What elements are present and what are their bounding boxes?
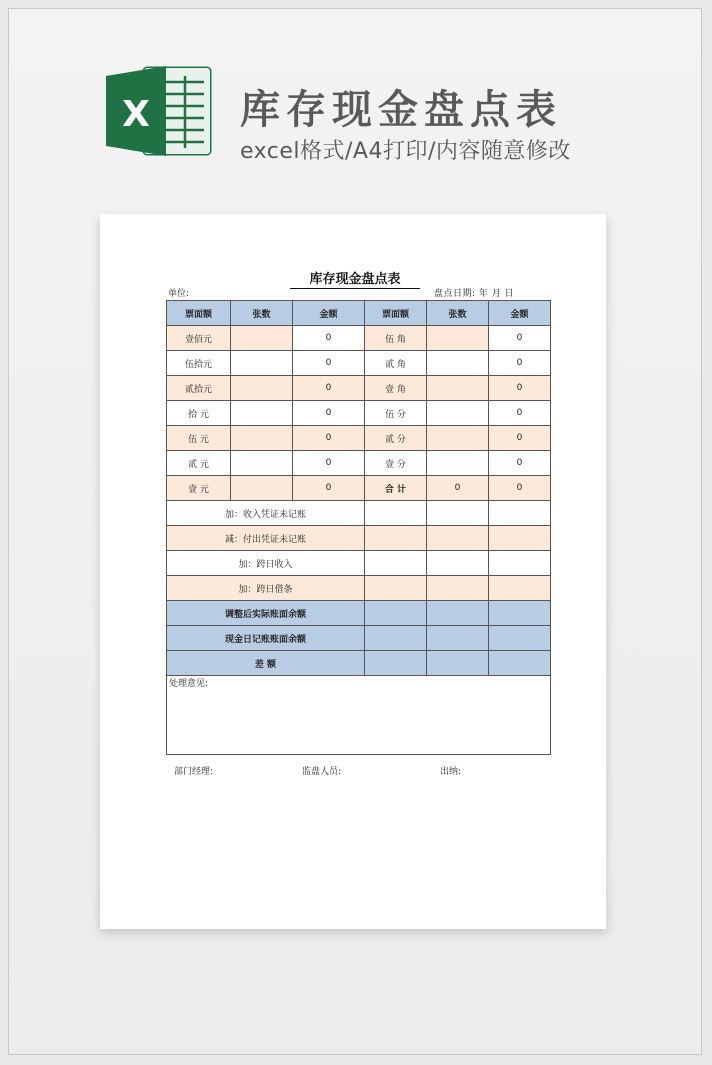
count-cell <box>231 376 293 401</box>
empty-cell <box>489 501 551 526</box>
svg-text:X: X <box>122 94 150 135</box>
table-row <box>167 426 551 451</box>
empty-cell <box>427 651 489 676</box>
total-label-cell: 合 计 <box>365 476 427 501</box>
column-header: 票面额 <box>365 301 427 326</box>
summary-label: 差 额 <box>167 651 365 676</box>
amount-cell: 0 <box>489 351 551 376</box>
denomination-cell: 伍 元 <box>167 426 231 451</box>
empty-cell <box>489 551 551 576</box>
count-cell <box>427 451 489 476</box>
empty-cell <box>365 651 427 676</box>
empty-cell <box>489 526 551 551</box>
empty-cell <box>427 526 489 551</box>
amount-cell: 0 <box>489 376 551 401</box>
amount-cell: 0 <box>293 401 365 426</box>
count-cell <box>231 476 293 501</box>
supervisor-signature-label: 监盘人员: <box>302 767 342 777</box>
empty-cell <box>489 576 551 601</box>
denomination-cell: 贰 元 <box>167 451 231 476</box>
column-header: 张数 <box>231 301 293 326</box>
denomination-cell: 伍 分 <box>365 401 427 426</box>
date-label: 盘点日期: 年 月 日 <box>434 289 515 299</box>
column-header: 金额 <box>293 301 365 326</box>
count-cell <box>231 451 293 476</box>
page-subtitle: excel格式/A4打印/内容随意修改 <box>240 139 571 164</box>
sheet-title: 库存现金盘点表 <box>290 268 420 289</box>
empty-cell <box>365 551 427 576</box>
denomination-cell: 壹 分 <box>365 451 427 476</box>
empty-cell <box>365 501 427 526</box>
amount-cell: 0 <box>293 376 365 401</box>
count-cell <box>231 401 293 426</box>
denomination-cell: 贰拾元 <box>167 376 231 401</box>
count-cell <box>427 401 489 426</box>
empty-cell <box>427 501 489 526</box>
count-cell <box>427 326 489 351</box>
spreadsheet-preview <box>100 214 606 929</box>
empty-cell <box>427 576 489 601</box>
column-header: 张数 <box>427 301 489 326</box>
table-row <box>167 401 551 426</box>
amount-cell: 0 <box>293 351 365 376</box>
cash-count-table <box>166 300 551 755</box>
count-cell <box>427 376 489 401</box>
adjust-label: 加：跨日借条 <box>167 576 365 601</box>
adjust-label: 减：付出凭证未记账 <box>167 526 365 551</box>
count-cell <box>231 351 293 376</box>
adjust-row <box>167 526 551 551</box>
empty-cell <box>427 626 489 651</box>
empty-cell <box>365 626 427 651</box>
unit-label: 单位: <box>168 289 190 299</box>
empty-cell <box>365 526 427 551</box>
amount-cell: 0 <box>489 451 551 476</box>
empty-cell <box>427 551 489 576</box>
excel-icon <box>104 62 212 160</box>
empty-cell <box>365 601 427 626</box>
empty-cell <box>365 576 427 601</box>
table-header-row <box>167 301 551 326</box>
amount-cell: 0 <box>489 426 551 451</box>
manager-signature-label: 部门经理: <box>174 767 214 777</box>
column-header: 票面额 <box>167 301 231 326</box>
table-row <box>167 351 551 376</box>
denomination-cell: 壹 元 <box>167 476 231 501</box>
amount-cell: 0 <box>293 426 365 451</box>
adjust-row <box>167 551 551 576</box>
count-cell <box>427 426 489 451</box>
column-header: 金额 <box>489 301 551 326</box>
total-count-cell: 0 <box>427 476 489 501</box>
adjust-label: 加：收入凭证未记账 <box>167 501 365 526</box>
summary-label: 调整后实际账面余额 <box>167 601 365 626</box>
total-amount-cell: 0 <box>489 476 551 501</box>
page-title: 库存现金盘点表 <box>240 87 562 133</box>
summary-row <box>167 601 551 626</box>
amount-cell: 0 <box>293 326 365 351</box>
summary-row <box>167 651 551 676</box>
denomination-cell: 壹佰元 <box>167 326 231 351</box>
count-cell <box>231 326 293 351</box>
count-cell <box>231 426 293 451</box>
adjust-label: 加：跨日收入 <box>167 551 365 576</box>
table-row <box>167 376 551 401</box>
table-row <box>167 476 551 501</box>
adjust-row <box>167 501 551 526</box>
denomination-cell: 拾 元 <box>167 401 231 426</box>
amount-cell: 0 <box>489 326 551 351</box>
summary-row <box>167 626 551 651</box>
amount-cell: 0 <box>489 401 551 426</box>
empty-cell <box>489 626 551 651</box>
denomination-cell: 贰 角 <box>365 351 427 376</box>
denomination-cell: 伍 角 <box>365 326 427 351</box>
remarks-label: 处理意见: <box>167 676 551 755</box>
denomination-cell: 伍拾元 <box>167 351 231 376</box>
amount-cell: 0 <box>293 451 365 476</box>
summary-label: 现金日记账账面余额 <box>167 626 365 651</box>
cashier-signature-label: 出纳: <box>440 767 462 777</box>
remarks-row <box>167 676 551 755</box>
empty-cell <box>489 651 551 676</box>
adjust-row <box>167 576 551 601</box>
count-cell <box>427 351 489 376</box>
table-row <box>167 451 551 476</box>
empty-cell <box>489 601 551 626</box>
table-row <box>167 326 551 351</box>
denomination-cell: 壹 角 <box>365 376 427 401</box>
amount-cell: 0 <box>293 476 365 501</box>
empty-cell <box>427 601 489 626</box>
denomination-cell: 贰 分 <box>365 426 427 451</box>
